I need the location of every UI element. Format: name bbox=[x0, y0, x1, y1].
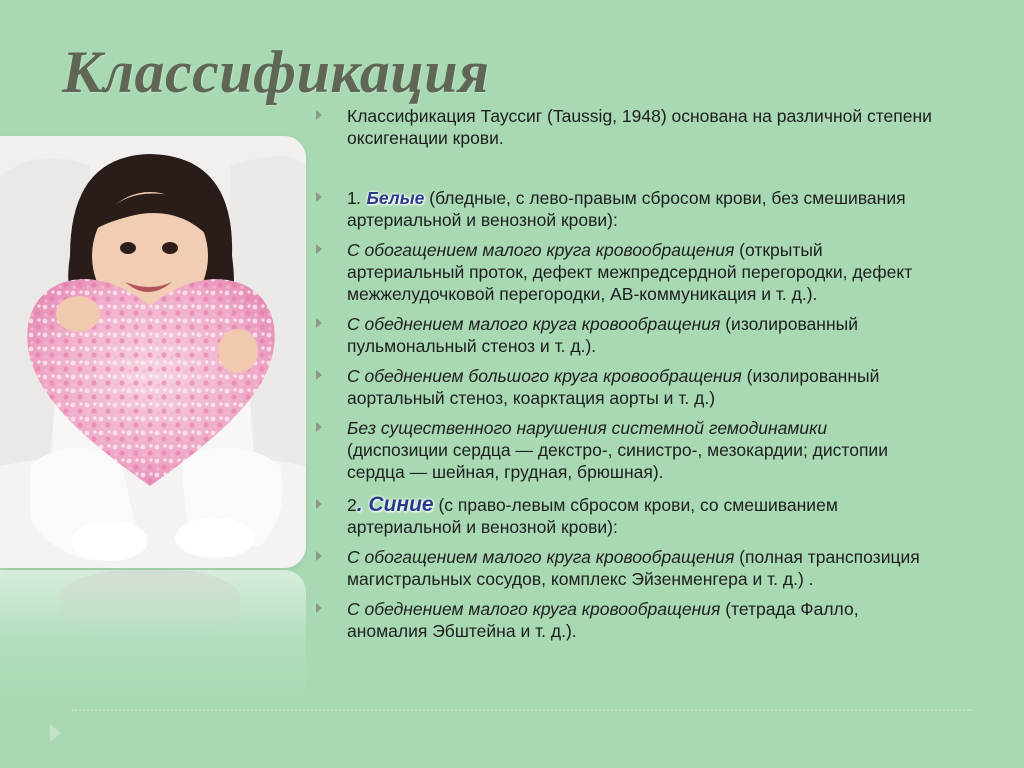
bullet-arrow-icon bbox=[316, 318, 322, 328]
child-heart-illustration bbox=[0, 136, 306, 568]
bullet-text: аортальный стеноз, коарктация аорты и т. д.) bbox=[347, 388, 716, 408]
bullet-text: (изолированный bbox=[741, 366, 880, 386]
bullet-white-depleted-large bbox=[314, 365, 1024, 409]
bullet-arrow-icon bbox=[316, 192, 322, 202]
bullet-text: С обогащением малого круга кровообращения bbox=[347, 547, 735, 567]
footer-divider bbox=[72, 709, 972, 711]
bullet-text: . bbox=[356, 188, 367, 208]
bullet-text: артериальной и венозной крови): bbox=[347, 210, 618, 230]
bullet-text: оксигенации крови. bbox=[347, 128, 504, 148]
bullet-text: (полная транспозиция bbox=[734, 547, 920, 567]
bullet-text: 1 bbox=[347, 188, 357, 208]
child-heart-photo bbox=[0, 136, 306, 568]
bullet-arrow-icon bbox=[316, 551, 322, 561]
bullet-arrow-icon bbox=[316, 603, 322, 613]
bullet-arrow-icon bbox=[316, 244, 322, 254]
bullet-text: С обеднением малого круга кровообращения bbox=[347, 599, 721, 619]
bullet-white-enriched bbox=[314, 239, 1024, 305]
bullet-text: межжелудочковой перегородки, АВ-коммуникация и т. д.). bbox=[347, 284, 818, 304]
bullet-text: пульмональный стеноз и т. д.). bbox=[347, 336, 597, 356]
bullet-text: аномалия Эбштейна и т. д.). bbox=[347, 621, 577, 641]
blue-group-label: . Синие bbox=[356, 493, 434, 516]
footer-arrow-icon bbox=[50, 724, 61, 742]
bullet-blue-group bbox=[314, 494, 1024, 538]
bullet-text: (изолированный bbox=[720, 314, 858, 334]
bullet-arrow-icon bbox=[316, 110, 322, 120]
bullet-taussig bbox=[314, 105, 1024, 149]
photo-reflection bbox=[0, 570, 306, 700]
bullet-white-group bbox=[314, 187, 1024, 231]
bullet-text: С обогащением малого круга кровообращения bbox=[347, 240, 735, 260]
bullet-text: 2 bbox=[347, 495, 357, 515]
bullet-arrow-icon bbox=[316, 499, 322, 509]
bullet-list bbox=[314, 105, 1024, 642]
bullet-text: (диспозиции сердца — декстро-, синистро-, мезокардии; дистопии bbox=[347, 440, 888, 460]
bullet-text: (бледные, с лево-правым сбросом крови, без смешивания bbox=[424, 188, 906, 208]
bullet-text: (тетрада Фалло, bbox=[720, 599, 859, 619]
bullet-white-no-disorder bbox=[314, 417, 1024, 483]
classification-content bbox=[314, 105, 1024, 665]
bullet-text: Классификация Тауссиг (Taussig, 1948) основана на различной степени bbox=[347, 106, 932, 126]
bullet-blue-enriched bbox=[314, 546, 1024, 590]
bullet-arrow-icon bbox=[316, 370, 322, 380]
bullet-arrow-icon bbox=[316, 422, 322, 432]
bullet-blue-depleted bbox=[314, 598, 1024, 642]
bullet-text: Без существенного нарушения системной гемодинамики bbox=[347, 418, 828, 438]
bullet-text: артериальной и венозной крови): bbox=[347, 517, 618, 537]
bullet-text: (открытый bbox=[734, 240, 823, 260]
slide-title: Классификация bbox=[62, 39, 490, 105]
bullet-text: С обеднением малого круга кровообращения bbox=[347, 314, 721, 334]
bullet-text: сердца — шейная, грудная, брюшная). bbox=[347, 462, 664, 482]
bullet-white-depleted-small bbox=[314, 313, 1024, 357]
white-group-label: Белые bbox=[366, 188, 425, 208]
bullet-text: С обеднением большого круга кровообращения bbox=[347, 366, 742, 386]
bullet-text: (с право-левым сбросом крови, со смешиванием bbox=[433, 495, 838, 515]
bullet-text: магистральных сосудов, комплекс Эйзенменгера и т. д.) . bbox=[347, 569, 814, 589]
bullet-text: артериальный проток, дефект межпредсердной перегородки, дефект bbox=[347, 262, 913, 282]
